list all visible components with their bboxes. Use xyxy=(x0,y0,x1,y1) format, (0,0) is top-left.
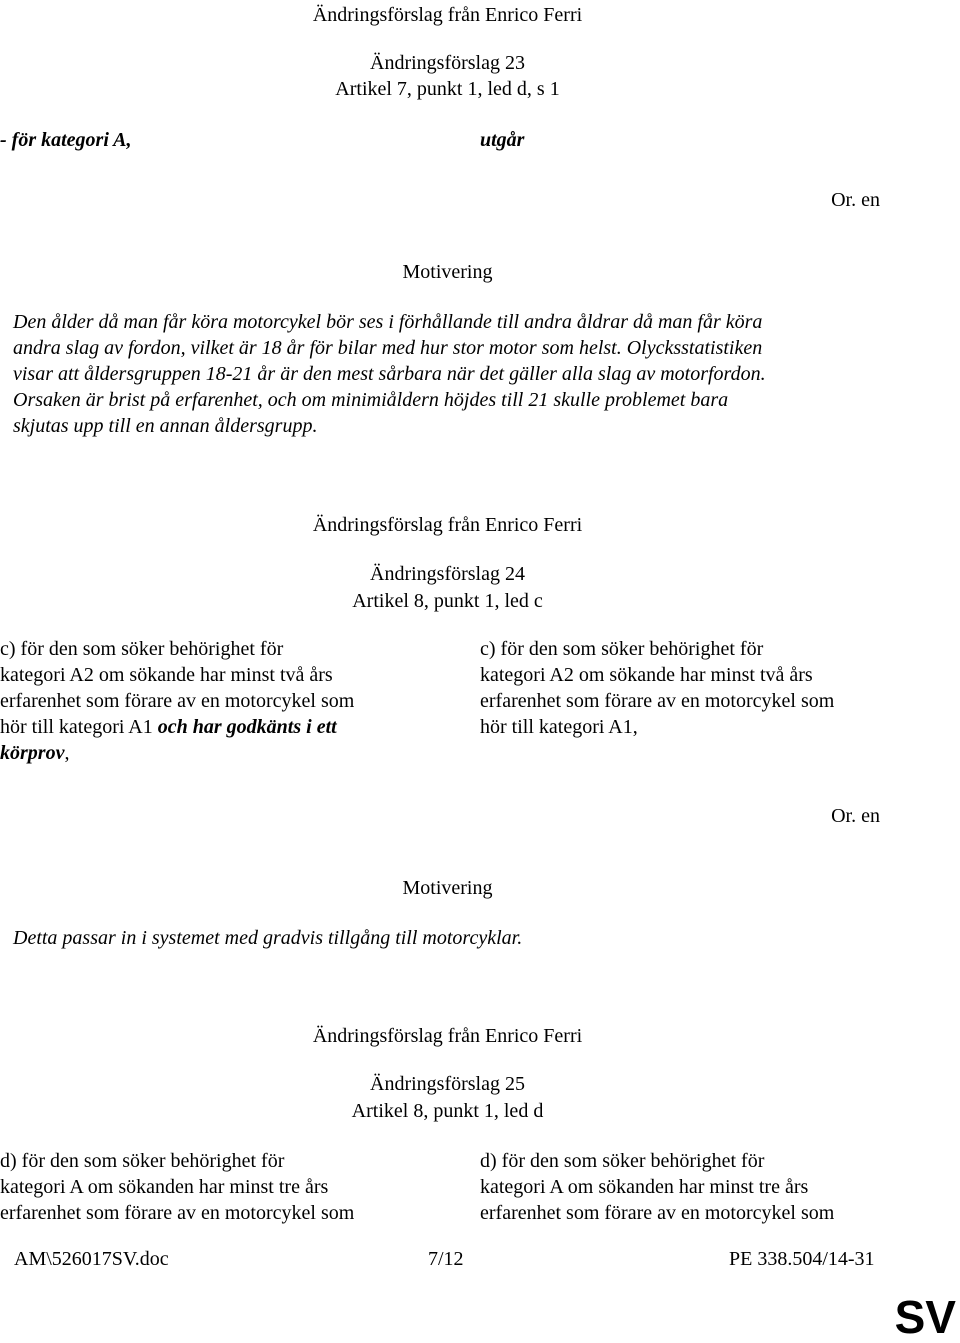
footer-page-number: 7/12 xyxy=(428,1248,464,1270)
motivation-line: Den ålder då man får köra motorcykel bör ses i förhållande till andra åldrar då man får köra xyxy=(13,311,763,333)
footer-document-reference: AM\526017SV.doc xyxy=(14,1248,169,1270)
amendment-23-author: Ändringsförslag från Enrico Ferri xyxy=(312,4,583,26)
amendment-24-amended-text xyxy=(480,636,900,740)
amendment-24-motivation-text: Detta passar in i systemet med gradvis tillgång till motorcyklar. xyxy=(13,927,523,949)
text-line: c) för den som söker behörighet för xyxy=(480,638,764,660)
amendment-24-original-text xyxy=(0,636,420,766)
amendment-24-original-language: Or. en xyxy=(831,805,880,827)
text-line: erfarenhet som förare av en motorcykel som xyxy=(0,1202,355,1224)
text-plain: , xyxy=(64,742,70,764)
text-line: kategori A om sökanden har minst tre års xyxy=(0,1176,329,1198)
amendment-23-left-text: - för kategori A, xyxy=(0,129,132,151)
motivation-line: visar att åldersgruppen 18-21 år är den mest sårbara när det gäller alla slag av motorfordon. xyxy=(13,363,766,385)
text-line: kategori A2 om sökande har minst två års xyxy=(0,664,333,686)
amendment-25-amended-text xyxy=(480,1148,900,1226)
text-added-bold: och har godkänts i ett xyxy=(157,716,337,738)
amendment-25-number: Ändringsförslag 25 xyxy=(370,1073,525,1095)
text-added-bold: körprov xyxy=(0,742,65,764)
text-line: hör till kategori A1, xyxy=(480,716,638,738)
text-line: erfarenhet som förare av en motorcykel som xyxy=(0,690,355,712)
text-line: d) för den som söker behörighet för xyxy=(0,1150,285,1172)
amendment-23-article: Artikel 7, punkt 1, led d, s 1 xyxy=(335,78,560,100)
text-line: kategori A om sökanden har minst tre års xyxy=(480,1176,809,1198)
amendment-24-article: Artikel 8, punkt 1, led c xyxy=(352,590,543,612)
text-line: erfarenhet som förare av en motorcykel som xyxy=(480,690,835,712)
footer-language-code: SV xyxy=(894,1291,956,1343)
text-line xyxy=(0,714,420,740)
amendment-24-author: Ändringsförslag från Enrico Ferri xyxy=(312,514,583,536)
text-line xyxy=(0,740,420,766)
text-line: kategori A2 om sökande har minst två års xyxy=(480,664,813,686)
amendment-23-original-language: Or. en xyxy=(831,189,880,211)
footer-pe-reference: PE 338.504/14-31 xyxy=(729,1248,875,1270)
amendment-25-article: Artikel 8, punkt 1, led d xyxy=(351,1100,544,1122)
amendment-23-motivation-heading: Motivering xyxy=(402,261,493,283)
amendment-23-motivation-text xyxy=(13,309,893,439)
text-plain: hör till kategori A1 xyxy=(0,716,158,738)
amendment-23-number: Ändringsförslag 23 xyxy=(370,52,525,74)
amendment-23-right-text: utgår xyxy=(480,129,525,151)
amendment-24-motivation-heading: Motivering xyxy=(402,877,493,899)
motivation-line: andra slag av fordon, vilket är 18 år för bilar med hur stor motor som helst. Olycksstatistiken xyxy=(13,337,763,359)
amendment-25-original-text xyxy=(0,1148,420,1226)
text-line: d) för den som söker behörighet för xyxy=(480,1150,765,1172)
amendment-24-number: Ändringsförslag 24 xyxy=(370,563,525,585)
motivation-line: Orsaken är brist på erfarenhet, och om minimiåldern höjdes till 21 skulle problemet bara xyxy=(13,389,729,411)
text-line: erfarenhet som förare av en motorcykel som xyxy=(480,1202,835,1224)
text-line: c) för den som söker behörighet för xyxy=(0,638,284,660)
motivation-line: skjutas upp till en annan åldersgrupp. xyxy=(13,415,318,437)
amendment-25-author: Ändringsförslag från Enrico Ferri xyxy=(312,1025,583,1047)
